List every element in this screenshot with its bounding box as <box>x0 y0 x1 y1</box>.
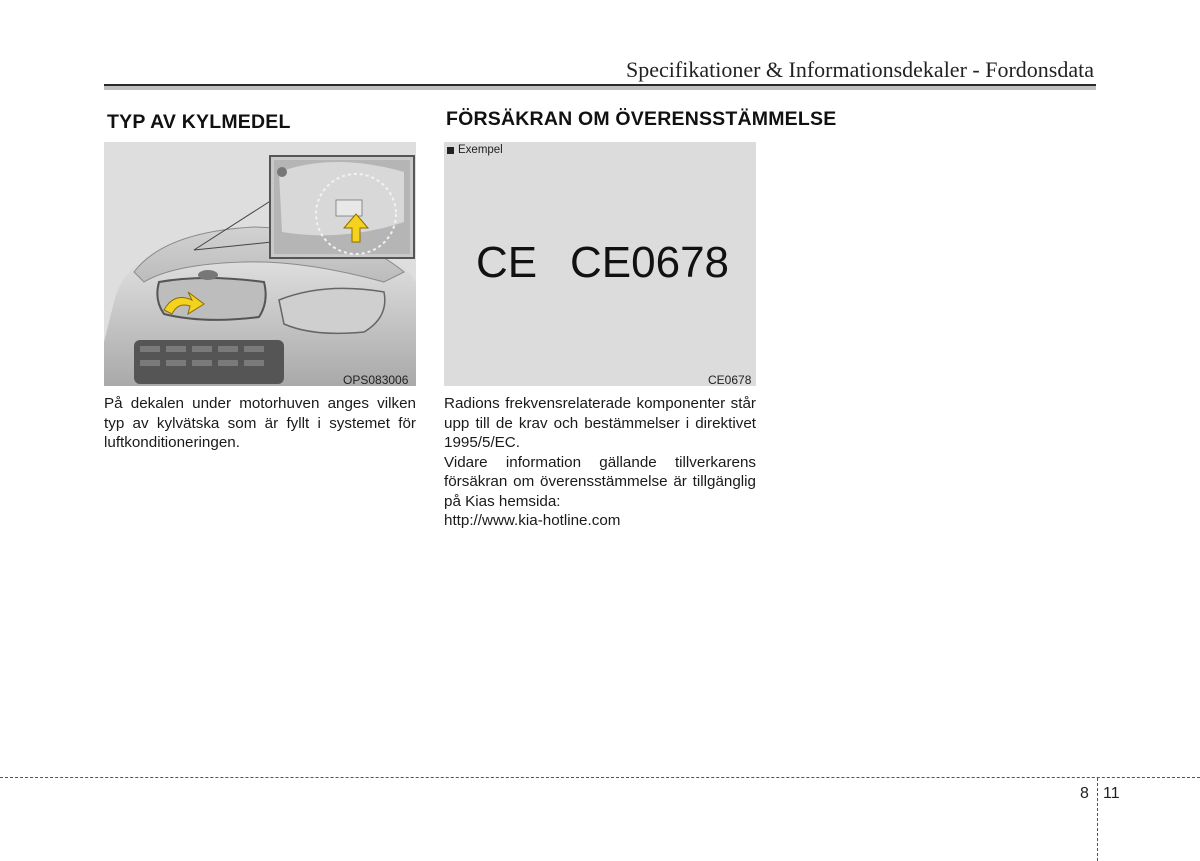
coolant-description <box>104 394 416 453</box>
example-label <box>447 144 503 156</box>
coolant-heading: TYP AV KYLMEDEL <box>107 111 291 133</box>
coolant-figure-code: OPS083006 <box>343 373 409 387</box>
coolant-paragraph: På dekalen under motorhuven anges vilken typ av kylvätska som är fyllt i systemet för luftkonditioneringen. <box>104 395 416 451</box>
square-bullet-icon <box>447 147 454 154</box>
conformity-figure-code: CE0678 <box>708 373 752 387</box>
chapter-number: 8 <box>1080 785 1089 802</box>
conformity-description <box>444 394 756 531</box>
kia-url-link[interactable]: http://www.kia-hotline.com <box>444 512 621 529</box>
conformity-paragraph-1: Radions frekvensrelaterade komponenter står upp till de krav och bestämmelser i direktivet 1995/5/EC. <box>444 395 756 451</box>
example-text: Exempel <box>458 144 503 156</box>
header-rule <box>104 84 1096 90</box>
car-hood-illustration <box>104 142 416 386</box>
footer-divider <box>1097 778 1098 861</box>
conformity-paragraph-2: Vidare information gällande tillverkarens försäkran om överensstämmelse är tillgänglig på Kias hemsida: <box>444 453 756 510</box>
page-number: 11 <box>1103 785 1120 802</box>
car-front-drawing <box>104 142 416 386</box>
ce-mark: CE <box>476 238 538 287</box>
ce-mark-0678: CE0678 <box>570 238 730 287</box>
conformity-heading: FÖRSÄKRAN OM ÖVERENSSTÄMMELSE <box>446 108 837 130</box>
page-header-title: Specifikationer & Informationsdekaler - Fordonsdata <box>626 57 1094 82</box>
footer-rule <box>0 777 1200 778</box>
